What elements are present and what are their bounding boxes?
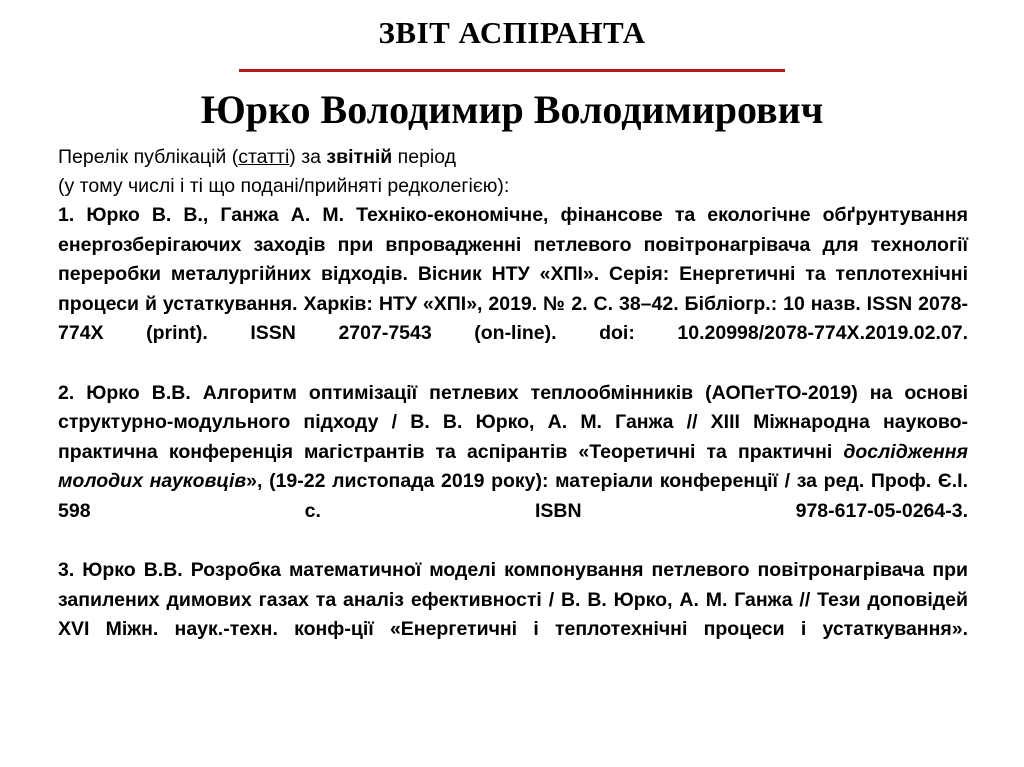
publication-list: [58, 201, 968, 675]
intro-text-1: Перелік публікацій (: [58, 146, 239, 168]
publication-item-2: [58, 379, 968, 557]
intro-line-1: [58, 143, 968, 172]
intro-text-2: ) за: [289, 146, 327, 168]
intro-link-statti[interactable]: статті: [238, 146, 290, 168]
intro-line-2: (у тому числі і ті що подані/прийняті редколегією):: [58, 175, 510, 197]
content-body: [58, 143, 968, 675]
intro-text-3: період: [392, 146, 457, 168]
publication-2-text-after: », (19-22 листопада 2019 року): матеріали конференції / за ред. Проф. Є.І. 598 с. ISBN 978-617-05-0264-3.: [58, 470, 968, 522]
publication-item-1: 1. Юрко В. В., Ганжа А. М. Техніко-економічне, фінансове та екологічне обґрунтування енергозберігаючих заходів при впровадженні петлевого повітронагрівача для технології переробки металургійних відходів. Вісник НТУ «ХПІ». Серія: Енергетичні та теплотехнічні процеси й устаткування. Харків: НТУ «ХПІ», 2019. № 2. С. 38–42. Бібліогр.: 10 назв. ISSN 2078-774X (print). ISSN 2707-7543 (on-line). doi: 10.20998/2078-774X.2019.02.07.: [58, 204, 968, 345]
intro-emphasis-zvitniy: звітній: [326, 146, 393, 168]
publication-item-3: 3. Юрко В.В. Розробка математичної моделі компонування петлевого повітронагрівача при запилених димових газах та аналіз ефективності / В. В. Юрко, А. М. Ганжа // Тези доповідей XVI Міжн. наук.-техн. конф-ції «Енергетичні і теплотехнічні процеси і устаткування».: [58, 559, 968, 641]
page-title: ЗВІТ АСПІРАНТА: [378, 15, 646, 50]
publication-2-italic-title: дослідження молодих науковців: [58, 440, 968, 493]
subject-name: Юрко Володимир Володимирович: [200, 87, 824, 133]
publication-2-text-before: 2. Юрко В.В. Алгоритм оптимізації петлевих теплообмінників (АОПетТО-2019) на основі структурно-модульного підходу / В. В. Юрко, А. М. Ганжа // XIII Міжнародна науково-практична конференція магістрантів та аспірантів «Теоретичні та практичні: [58, 381, 968, 463]
